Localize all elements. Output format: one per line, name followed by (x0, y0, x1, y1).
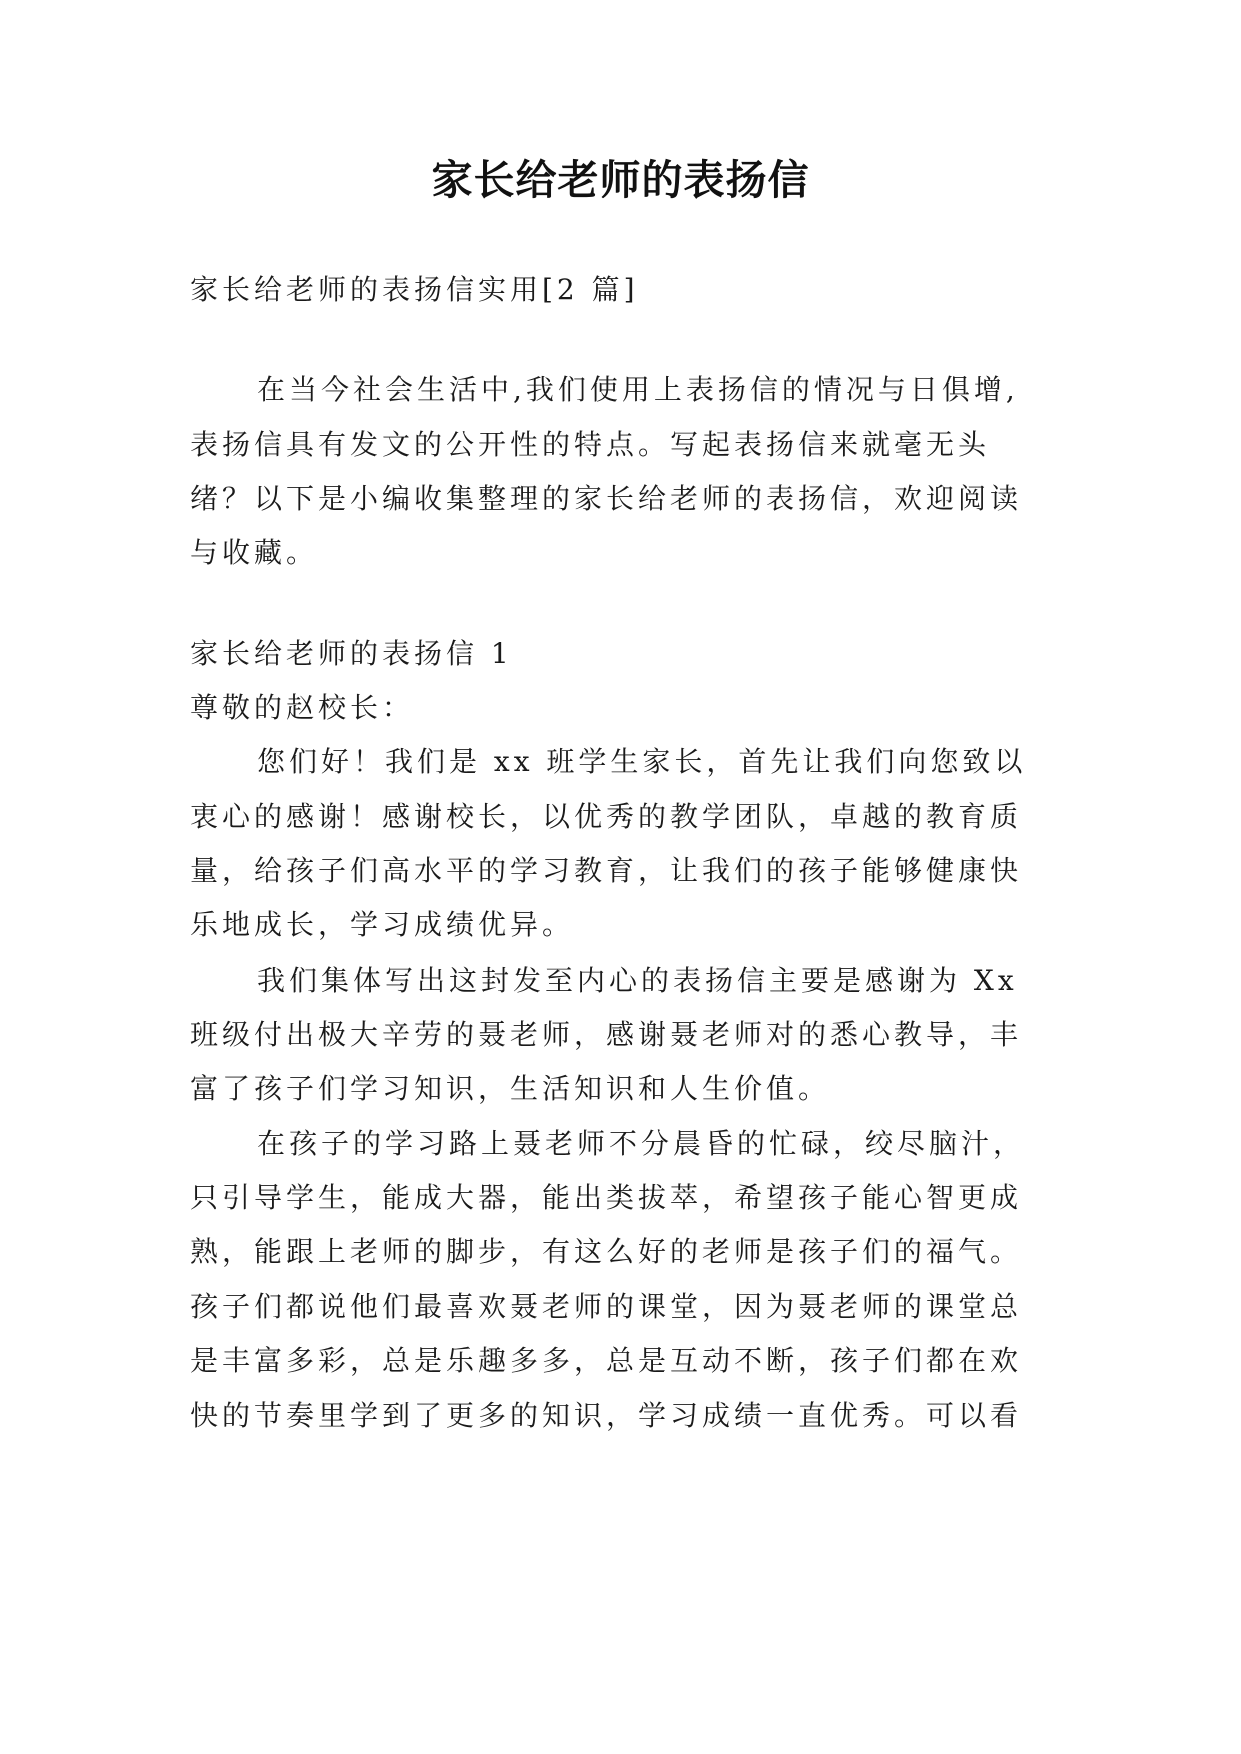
letter-paragraph-line: 衷心的感谢！感谢校长，以优秀的教学团队，卓越的教育质 (190, 800, 1023, 833)
letter-paragraph-line: 班级付出极大辛劳的聂老师，感谢聂老师对的悉心教导，丰 (190, 1018, 1023, 1051)
letter-heading: 家长给老师的表扬信 1 (190, 637, 513, 670)
letter-paragraph-line: 富了孩子们学习知识，生活知识和人生价值。 (190, 1072, 831, 1105)
intro-line: 与收藏。 (190, 536, 319, 569)
letter-paragraph-line: 在孩子的学习路上聂老师不分晨昏的忙碌，绞尽脑汁， (257, 1127, 1026, 1160)
letter-paragraph-line: 量，给孩子们高水平的学习教育，让我们的孩子能够健康快 (190, 854, 1023, 887)
document-title: 家长给老师的表扬信 (431, 156, 810, 204)
intro-line: 绪？以下是小编收集整理的家长给老师的表扬信，欢迎阅读 (190, 482, 1023, 515)
document-subtitle: 家长给老师的表扬信实用[2 篇] (190, 273, 639, 306)
letter-salutation: 尊敬的赵校长： (190, 691, 415, 724)
intro-line: 在当今社会生活中,我们使用上表扬信的情况与日俱增, (257, 373, 1019, 406)
letter-paragraph-line: 乐地成长，学习成绩优异。 (190, 908, 575, 941)
letter-paragraph-line: 只引导学生，能成大器，能出类拔萃，希望孩子能心智更成 (190, 1181, 1023, 1214)
letter-paragraph-line: 熟，能跟上老师的脚步，有这么好的老师是孩子们的福气。 (190, 1235, 1023, 1268)
letter-paragraph-line: 快的节奏里学到了更多的知识，学习成绩一直优秀。可以看 (190, 1399, 1023, 1432)
intro-line: 表扬信具有发文的公开性的特点。写起表扬信来就毫无头 (190, 428, 991, 461)
letter-paragraph-line: 我们集体写出这封发至内心的表扬信主要是感谢为 Xx (257, 964, 1018, 997)
letter-paragraph-line: 是丰富多彩，总是乐趣多多，总是互动不断，孩子们都在欢 (190, 1344, 1023, 1377)
letter-paragraph-line: 孩子们都说他们最喜欢聂老师的课堂，因为聂老师的课堂总 (190, 1290, 1023, 1323)
letter-paragraph-line: 您们好！我们是 xx 班学生家长，首先让我们向您致以 (257, 745, 1027, 778)
